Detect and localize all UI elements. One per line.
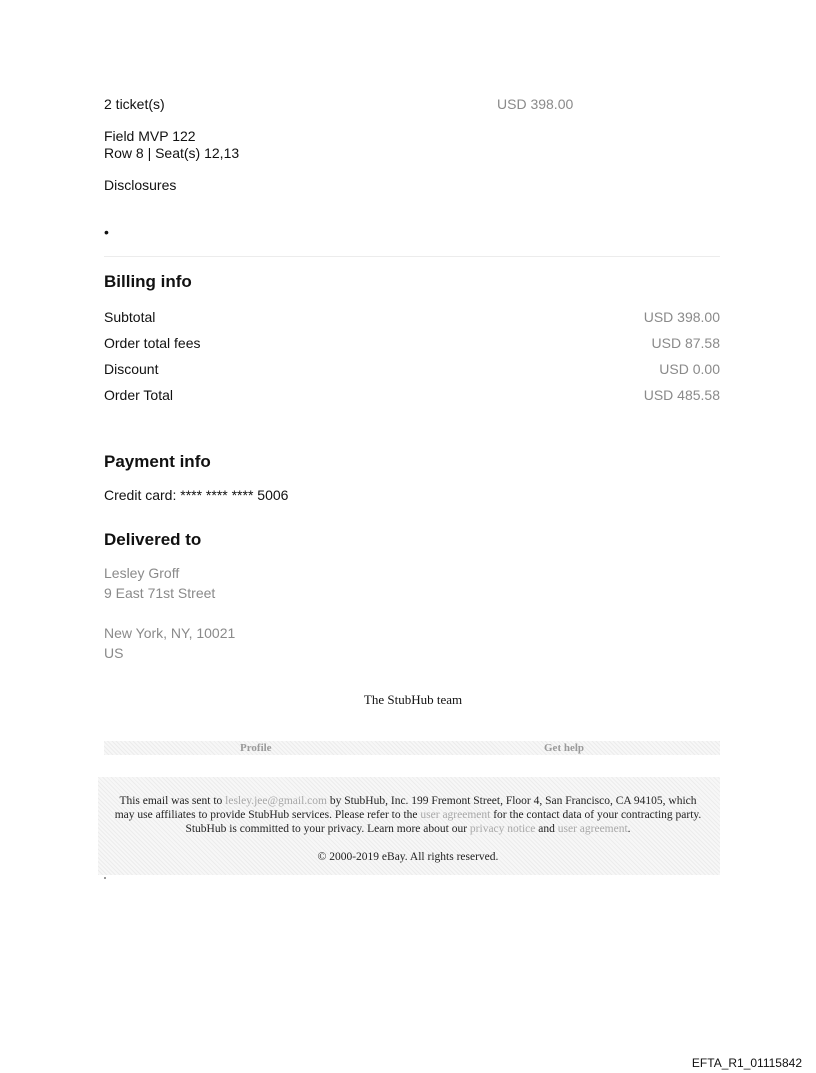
city-state-zip: New York, NY, 10021 [104,625,236,641]
footer-and: and [535,823,558,835]
footer-line2-suffix: for the contact data of your contracting party. [490,809,702,821]
footer-line2-prefix: may use affiliates to provide StubHub services. Please refer to the [114,809,421,821]
footer-line3-prefix: StubHub is committed to your privacy. Learn more about our [185,823,470,835]
section-divider [104,256,720,257]
user-agreement-link-2[interactable]: user agreement [557,823,628,835]
footer-legal-text [88,794,728,836]
billing-value-subtotal: USD 398.00 [643,309,720,325]
page-stamp: EFTA_R1_01115842 [691,1056,802,1070]
street-address: 9 East 71st Street [104,585,216,601]
disclosure-bullet: • [104,224,109,240]
credit-card-info: Credit card: **** **** **** 5006 [104,487,289,503]
footer-line-1 [88,794,728,808]
seat-section: Field MVP 122 [104,128,196,144]
country: US [104,645,124,661]
billing-value-total: USD 485.58 [643,387,720,403]
footer-line-2 [88,808,728,822]
disclosures-label: Disclosures [104,177,177,193]
footer-line3-end: . [627,823,631,835]
footer-sent-suffix: by StubHub, Inc. 199 Fremont Street, Floor 4, San Francisco, CA 94105, which [326,795,697,807]
user-agreement-link[interactable]: user agreement [420,809,491,821]
billing-label-total: Order Total [104,387,173,403]
profile-link[interactable]: Profile [240,742,272,754]
billing-label-subtotal: Subtotal [104,309,156,325]
billing-value-fees: USD 87.58 [651,335,720,351]
billing-label-fees: Order total fees [104,335,201,351]
ticket-price: USD 398.00 [497,96,574,112]
recipient-email-link[interactable]: lesley.jee@gmail.com [225,795,327,807]
footer-sent-prefix: This email was sent to [119,795,226,807]
copyright: © 2000-2019 eBay. All rights reserved. [317,851,499,863]
stray-dot [104,877,106,879]
ticket-count: 2 ticket(s) [104,96,165,112]
recipient-name: Lesley Groff [104,565,180,581]
privacy-notice-link[interactable]: privacy notice [469,823,536,835]
payment-heading: Payment info [104,452,211,471]
get-help-link[interactable]: Get help [544,742,585,754]
footer-line-3 [88,822,728,836]
delivery-heading: Delivered to [104,530,202,549]
billing-label-discount: Discount [104,361,159,377]
signoff: The StubHub team [363,692,463,707]
billing-heading: Billing info [104,272,192,291]
billing-value-discount: USD 0.00 [659,361,720,377]
row-seats: Row 8 | Seat(s) 12,13 [104,145,240,161]
